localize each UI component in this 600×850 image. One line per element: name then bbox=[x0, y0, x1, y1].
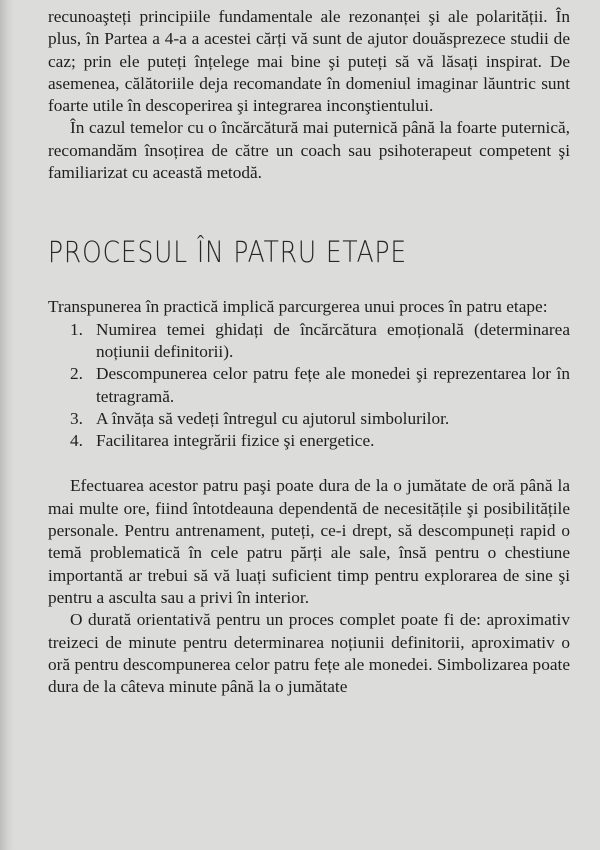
list-item bbox=[70, 408, 570, 430]
list-item-text: A învăța să vedeți întregul cu ajutorul simbolurilor. bbox=[96, 408, 450, 428]
list-item-number: 4. bbox=[70, 431, 83, 451]
intro-paragraph-2: În cazul temelor cu o încărcătură mai puternică până la foarte puternică, recomandăm însoțirea de către un coach sau psihoterapeut competent şi familiarizat cu această metodă. bbox=[48, 118, 570, 183]
list-item-text: Facilitarea integrării fizice şi energetice. bbox=[96, 431, 375, 451]
list-item-number: 3. bbox=[70, 408, 83, 428]
page-gutter bbox=[0, 0, 14, 850]
section-heading: PROCESUL ÎN PATRU ETAPE bbox=[48, 235, 408, 270]
list-item bbox=[70, 319, 570, 364]
section-lead-paragraph: Transpunerea în practică implică parcurgerea unui proces în patru etape: bbox=[48, 297, 548, 317]
list-item bbox=[70, 430, 570, 452]
steps-list bbox=[48, 319, 570, 453]
body-paragraph-4: O durată orientativă pentru un proces complet poate fi de: aproximativ treizeci de minute pentru determinarea noțiunii definitorii, aproximativ o oră pentru descompunerea celor patru fețe ale monedei. Simbolizarea poate dura de la câteva minute până la o jumătate bbox=[48, 610, 570, 697]
list-item-number: 1. bbox=[70, 319, 83, 339]
intro-paragraph-1: recunoaşteți principiile fundamentale ale rezonanței şi ale polarității. În plus, în Partea a 4-a a acestei cărți vă sunt de ajutor douăsprezece studii de caz; prin ele puteți înțelege mai bine şi puteți să vă lăsați inspirat. De asemenea, călătoriile deja recomandate în domeniul imaginar lăuntric sunt foarte utile în descoperirea şi integrarea inconştientului. bbox=[48, 7, 570, 116]
list-item-text: Descompunerea celor patru fețe ale monedei şi reprezentarea lor în tetragramă. bbox=[96, 364, 570, 406]
list-item bbox=[70, 363, 570, 408]
book-page bbox=[48, 6, 570, 698]
body-paragraph-3: Efectuarea acestor patru paşi poate dura de la o jumătate de oră până la mai multe ore, fiind întotdeauna dependentă de necesitățile şi posibilitățile personale. Pentru antrenament, puteți, ce-i drept, să descompuneți rapid o temă problematică în cele patru părți ale sale, însă pentru o chestiune importantă ar trebui să vă luați suficient timp pentru explorarea de sine şi pentru a asculta sau a privi în interior. bbox=[48, 476, 570, 607]
list-item-text: Numirea temei ghidați de încărcătura emoțională (determinarea noțiunii definitorii). bbox=[96, 319, 570, 361]
list-item-number: 2. bbox=[70, 364, 83, 384]
